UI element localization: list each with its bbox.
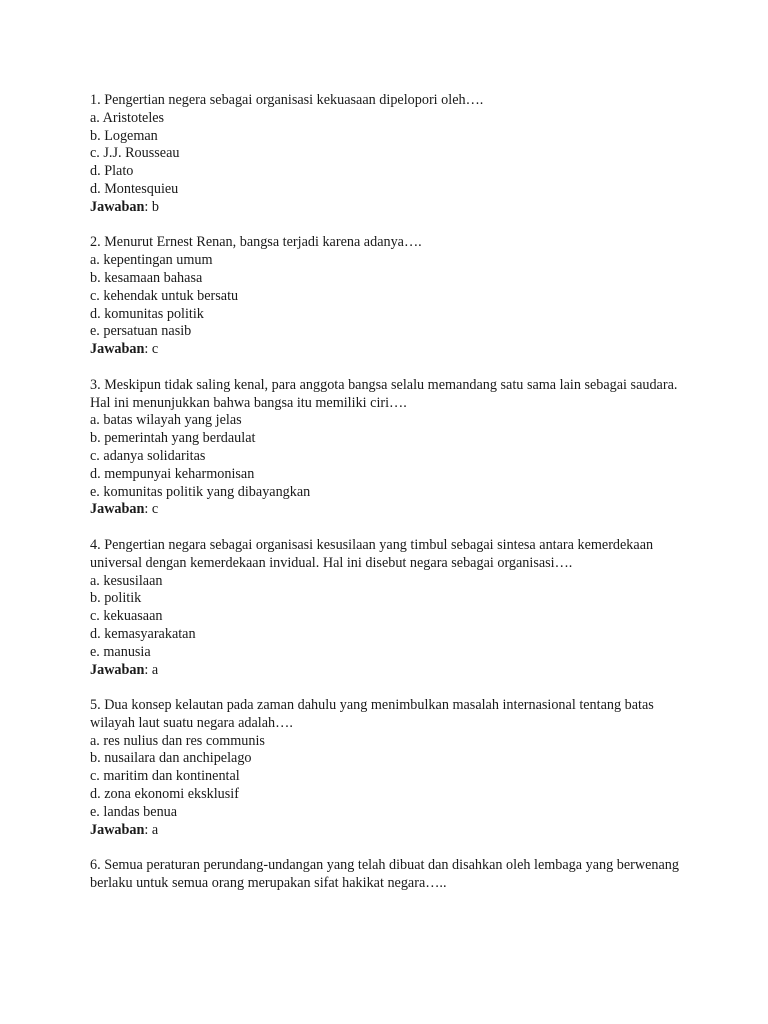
question-stem: 2. Menurut Ernest Renan, bangsa terjadi karena adanya…. — [90, 234, 422, 251]
answer-option: e. persatuan nasib — [90, 323, 192, 340]
answer-option: a. kepentingan umum — [90, 252, 213, 269]
answer-value: : b — [144, 198, 159, 215]
answer-option: a. Aristoteles — [90, 109, 165, 126]
answer-value: : a — [144, 821, 159, 838]
answer-key — [90, 341, 690, 359]
answer-value: : a — [144, 661, 159, 678]
question-stem: 6. Semua peraturan perundang-undangan yang telah dibuat dan disahkan oleh lembaga yang berwenang berlaku untuk semua orang merupakan sifat hakikat negara….. — [90, 857, 683, 892]
answer-option: d. kemasyarakatan — [90, 625, 196, 642]
answer-option: e. landas benua — [90, 803, 178, 820]
question-4 — [90, 537, 690, 679]
answer-option: a. batas wilayah yang jelas — [90, 412, 242, 429]
answer-key — [90, 501, 690, 519]
answer-label: Jawaban — [90, 198, 145, 215]
answer-value: : c — [144, 501, 159, 518]
answer-option: c. kekuasaan — [90, 608, 163, 625]
answer-label: Jawaban — [90, 821, 145, 838]
answer-option: d. komunitas politik — [90, 305, 204, 322]
answer-option: c. adanya solidaritas — [90, 447, 206, 464]
answer-key — [90, 822, 690, 840]
question-stem: 1. Pengertian negera sebagai organisasi kekuasaan dipelopori oleh…. — [90, 92, 484, 108]
answer-option: d. Plato — [90, 163, 134, 180]
answer-option: b. Logeman — [90, 127, 158, 144]
question-2 — [90, 234, 690, 359]
answer-option: c. J.J. Rousseau — [90, 145, 180, 162]
answer-option: d. mempunyai keharmonisan — [90, 465, 255, 482]
question-1 — [90, 92, 690, 217]
question-stem: 5. Dua konsep kelautan pada zaman dahulu yang menimbulkan masalah internasional tentang batas wilayah laut suatu negara adalah…. — [90, 697, 658, 731]
question-6 — [90, 857, 690, 893]
answer-value: : c — [144, 341, 159, 358]
answer-label: Jawaban — [90, 341, 145, 358]
answer-option: d. zona ekonomi eksklusif — [90, 786, 239, 803]
answer-option: d. Montesquieu — [90, 180, 179, 197]
question-5 — [90, 697, 690, 839]
answer-key — [90, 199, 690, 217]
question-stem: 3. Meskipun tidak saling kenal, para anggota bangsa selalu memandang satu sama lain sebagai saudara. Hal ini menunjukkan bahwa bangsa itu memiliki ciri…. — [90, 376, 681, 411]
answer-option: b. politik — [90, 590, 142, 607]
answer-option: c. kehendak untuk bersatu — [90, 287, 239, 304]
question-stem: 4. Pengertian negara sebagai organisasi kesusilaan yang timbul sebagai sintesa antara kemerdekaan universal dengan kemerdekaan invidual. Hal ini disebut negara sebagai organisasi…. — [90, 536, 657, 571]
answer-option: b. kesamaan bahasa — [90, 269, 203, 286]
answer-option: a. res nulius dan res communis — [90, 732, 265, 749]
answer-label: Jawaban — [90, 661, 145, 678]
answer-option: b. nusailara dan anchipelago — [90, 750, 252, 767]
answer-label: Jawaban — [90, 501, 145, 518]
answer-option: a. kesusilaan — [90, 572, 163, 589]
answer-key — [90, 662, 690, 680]
question-3 — [90, 377, 690, 519]
quiz-document — [90, 92, 690, 911]
answer-option: c. maritim dan kontinental — [90, 768, 240, 785]
answer-option: b. pemerintah yang berdaulat — [90, 430, 256, 447]
answer-option: e. komunitas politik yang dibayangkan — [90, 483, 311, 500]
answer-option: e. manusia — [90, 643, 151, 660]
